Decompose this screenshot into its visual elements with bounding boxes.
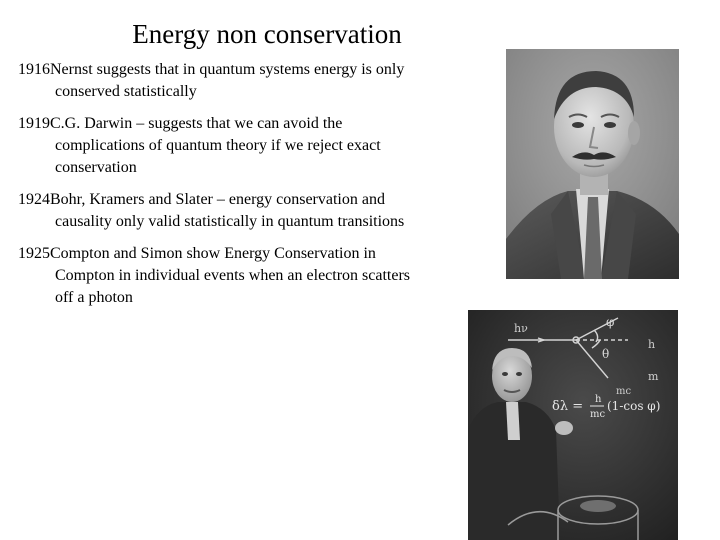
formula-lhs: δλ =: [552, 399, 584, 414]
angle-phi-label: φ: [606, 315, 615, 329]
entry-text: C.G. Darwin – suggests that we can avoid the complications of quantum theory if we reject exact conservation: [50, 115, 381, 176]
entry-text: Compton and Simon show Energy Conservation in Compton in individual events when an electron scatters off a photon: [50, 245, 411, 306]
timeline-entry-1925: [18, 243, 428, 309]
angle-theta-label: θ: [602, 347, 610, 361]
entry-year: 1919: [18, 115, 50, 132]
slide-title: Energy non conservation: [132, 19, 402, 49]
entry-year: 1924: [18, 191, 50, 208]
portrait-photo: [506, 49, 679, 279]
entry-year: 1916: [18, 61, 50, 78]
entry-text: Nernst suggests that in quantum systems energy is only conserved statistically: [50, 61, 405, 100]
timeline-entry-1916: [18, 59, 428, 103]
board-label-m: m: [648, 370, 659, 383]
formula-numerator: h: [595, 394, 602, 405]
board-label-mc: mc: [616, 386, 632, 397]
photon-label: hν: [514, 322, 528, 335]
formula-rhs: (1-cos φ): [607, 399, 661, 413]
formula-denominator: mc: [590, 409, 606, 420]
timeline-list: [18, 59, 428, 319]
entry-text: Bohr, Kramers and Slater – energy conservation and causality only valid statistically in quantum transitions: [50, 191, 405, 230]
blackboard-photo: [468, 310, 678, 540]
board-label-h: h: [648, 338, 656, 351]
timeline-entry-1924: [18, 189, 428, 233]
timeline-entry-1919: [18, 113, 428, 179]
entry-year: 1925: [18, 245, 50, 262]
